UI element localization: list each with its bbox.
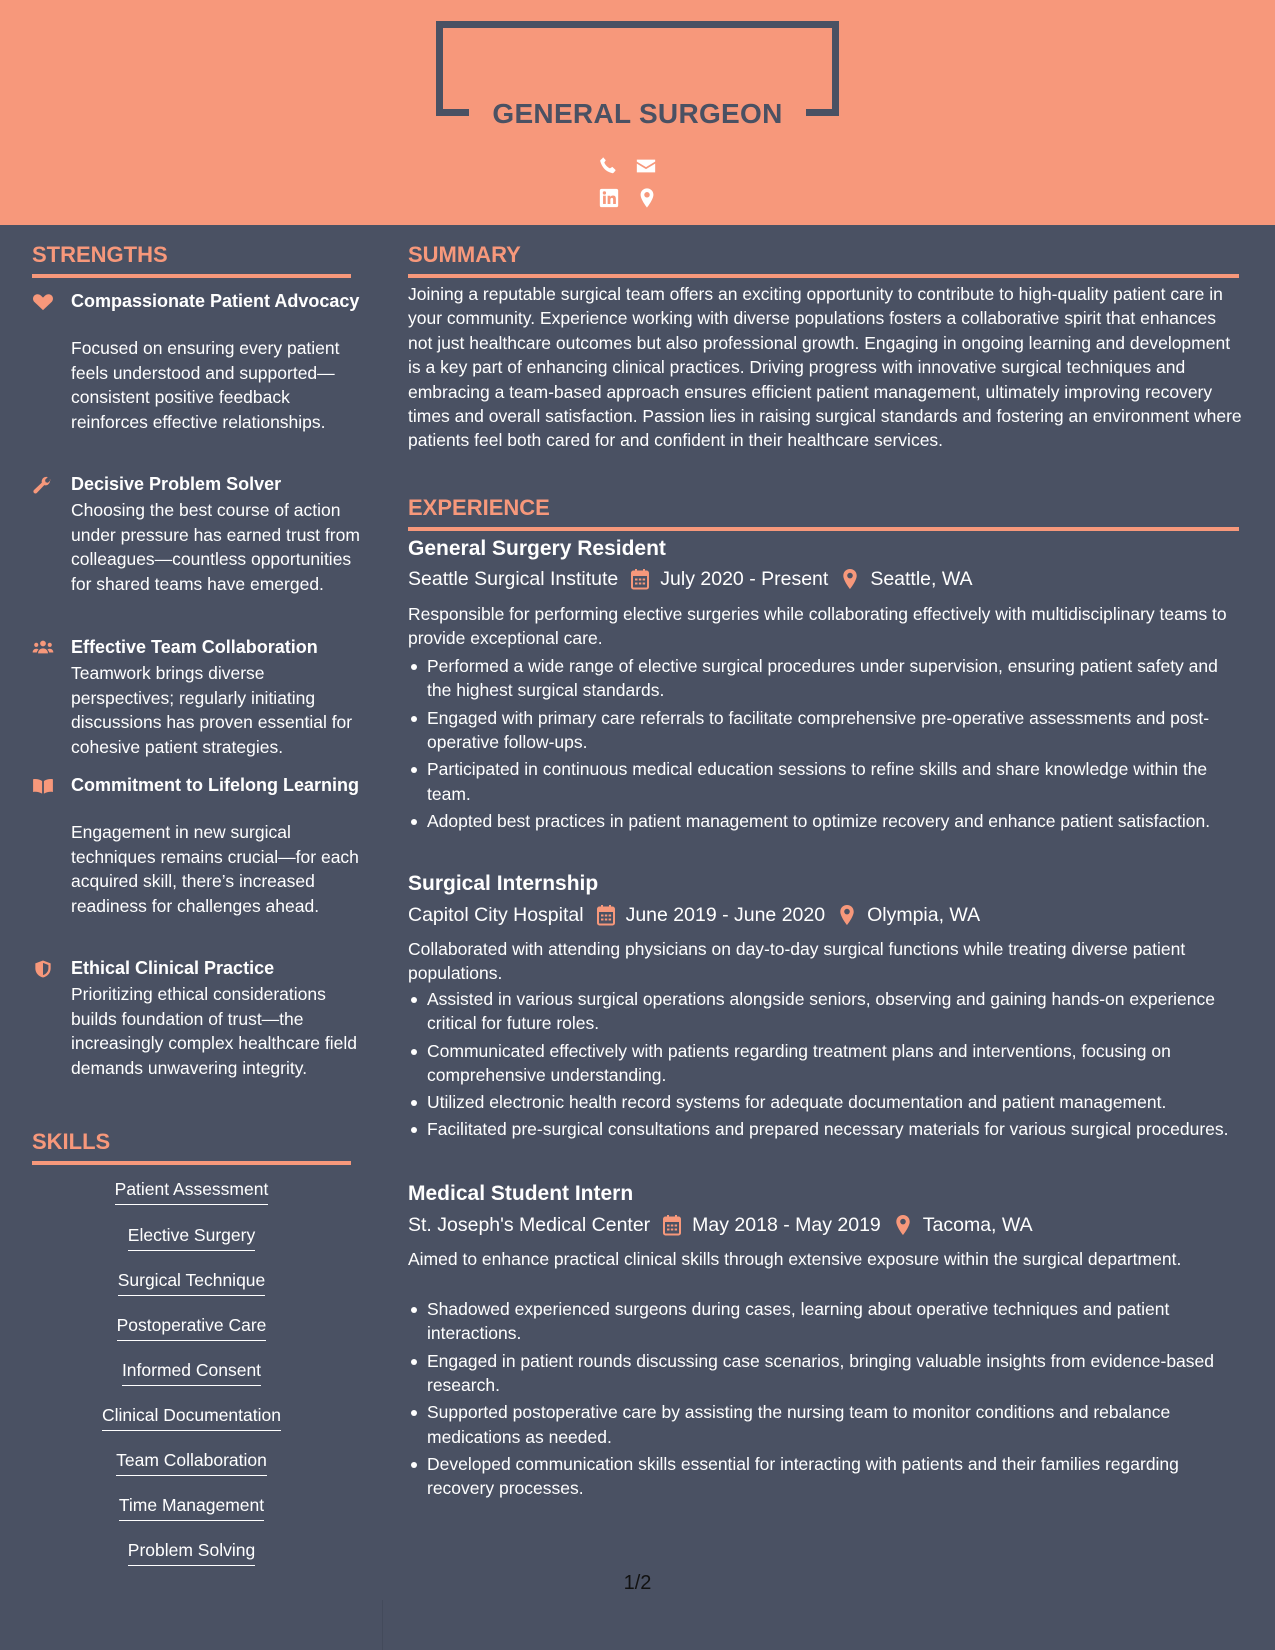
map-pin-icon [893, 1214, 913, 1236]
job-title: Surgical Internship [408, 872, 599, 895]
job-bullet-list [408, 987, 1243, 1145]
job-bullet: Shadowed experienced surgeons during cases, learning about operative techniques and patient interactions. [408, 1297, 1243, 1346]
strength-description: Choosing the best course of action under pressure has earned trust from colleagues—countless opportunities for shared teams have emerged. [71, 500, 360, 594]
calendar-icon [662, 1214, 682, 1236]
column-divider [382, 1600, 383, 1650]
experience-heading: EXPERIENCE [408, 495, 1239, 531]
job-description: Collaborated with attending physicians on day-to-day surgical functions while treating diverse patient populations. [408, 939, 1186, 984]
map-pin-icon [837, 904, 857, 926]
job-meta [408, 1212, 1033, 1238]
strengths-heading: STRENGTHS [32, 242, 351, 278]
job-bullet: Engaged in patient rounds discussing case scenarios, bringing valuable insights from evidence-based research. [408, 1349, 1243, 1398]
job-bullet: Assisted in various surgical operations alongside seniors, observing and gaining hands-on experience critical for future roles. [408, 987, 1243, 1036]
phone-icon[interactable] [597, 155, 619, 177]
job-bullet-list [408, 1297, 1243, 1503]
summary-heading: SUMMARY [408, 242, 1239, 278]
job-location: Tacoma, WA [922, 1214, 1033, 1236]
job-bullet: Adopted best practices in patient management to optimize recovery and enhance patient satisfaction. [408, 809, 1243, 833]
skill-tag: Elective Surgery [32, 1224, 351, 1251]
strength-title: Commitment to Lifelong Learning [71, 775, 359, 795]
skill-tag: Postoperative Care [32, 1314, 351, 1341]
linkedin-icon[interactable] [598, 187, 620, 209]
job-description: Responsible for performing elective surgeries while collaborating effectively with multidisciplinary teams to provide exceptional care. [408, 604, 1227, 649]
page-number: 1/2 [623, 1572, 652, 1594]
job-company: Capitol City Hospital [408, 904, 584, 926]
skill-tag: Patient Assessment [32, 1178, 351, 1205]
job-title: General Surgery Resident [408, 537, 666, 560]
job-dates: June 2019 - June 2020 [625, 904, 826, 926]
resume-header [0, 0, 1275, 225]
map-pin-icon[interactable] [636, 187, 658, 209]
job-meta [408, 566, 973, 592]
strength-description: Teamwork brings diverse perspectives; regularly initiating discussions has proven essential for cohesive patient strategies. [71, 663, 353, 757]
job-dates: May 2018 - May 2019 [692, 1214, 881, 1236]
strength-description: Focused on ensuring every patient feels understood and supported—consistent positive feedback reinforces effective relationships. [71, 338, 340, 432]
job-bullet: Performed a wide range of elective surgical procedures under supervision, ensuring patient safety and the highest surgical standards. [408, 654, 1243, 703]
book-icon [32, 777, 56, 797]
skill-tag: Surgical Technique [32, 1269, 351, 1296]
skills-heading: SKILLS [32, 1129, 351, 1165]
job-dates: July 2020 - Present [660, 568, 829, 590]
job-bullet: Participated in continuous medical education sessions to refine skills and share knowledge within the team. [408, 757, 1243, 806]
job-bullet: Utilized electronic health record systems for adequate documentation and patient management. [408, 1090, 1243, 1114]
skill-tag: Informed Consent [32, 1359, 351, 1386]
strength-description: Prioritizing ethical considerations builds foundation of trust—the increasingly complex healthcare field demands unwavering integrity. [71, 984, 357, 1078]
job-bullet: Facilitated pre-surgical consultations and prepared necessary materials for various surgical procedures. [408, 1117, 1243, 1141]
job-location: Olympia, WA [867, 904, 981, 926]
map-pin-icon [840, 568, 860, 590]
skill-tag: Clinical Documentation [32, 1404, 351, 1431]
job-bullet: Supported postoperative care by assisting the nursing team to monitor conditions and rebalance medications as needed. [408, 1400, 1243, 1449]
skill-tag: Time Management [32, 1494, 351, 1521]
strength-title: Effective Team Collaboration [71, 637, 318, 657]
job-company: St. Joseph's Medical Center [408, 1214, 651, 1236]
shield-icon [32, 960, 56, 980]
strength-title: Compassionate Patient Advocacy [71, 291, 360, 311]
job-meta [408, 902, 980, 928]
job-bullet: Communicated effectively with patients regarding treatment plans and interventions, focusing on comprehensive understanding. [408, 1039, 1243, 1088]
summary-text: Joining a reputable surgical team offers an exciting opportunity to contribute to high-quality patient care in your community. Experience working with diverse populations fosters a collaborative spirit that enhances not just healthcare outcomes but also professional growth. Engaging in ongoing learning and development is a key part of enhancing clinical practices. Driving progress with innovative surgical techniques and embracing a team-based approach ensures efficient patient management, ultimately improving recovery times and overall satisfaction. Passion lies in raising surgical standards and fostering an environment where patients feel both cared for and confident in their healthcare services. [408, 284, 1242, 451]
wrench-icon [32, 476, 56, 496]
envelope-icon[interactable] [635, 155, 657, 177]
job-bullet: Developed communication skills essential for interacting with patients and their families regarding recovery processes. [408, 1452, 1243, 1501]
skill-tag: Problem Solving [32, 1539, 351, 1566]
job-title: Medical Student Intern [408, 1182, 634, 1205]
candidate-title: GENERAL SURGEON [492, 98, 783, 129]
job-bullet: Engaged with primary care referrals to facilitate comprehensive pre-operative assessments and post-operative follow-ups. [408, 706, 1243, 755]
strength-title: Decisive Problem Solver [71, 474, 282, 494]
heart-icon [32, 293, 56, 313]
strength-description: Engagement in new surgical techniques remains crucial—for each acquired skill, there’s increased readiness for challenges ahead. [71, 822, 359, 916]
calendar-icon [596, 904, 616, 926]
users-icon [32, 639, 56, 659]
job-location: Seattle, WA [870, 568, 973, 590]
skill-tag: Team Collaboration [32, 1449, 351, 1476]
job-company: Seattle Surgical Institute [408, 568, 619, 590]
job-bullet-list [408, 654, 1243, 836]
calendar-icon [630, 568, 650, 590]
strength-title: Ethical Clinical Practice [71, 958, 275, 978]
job-description: Aimed to enhance practical clinical skills through extensive exposure within the surgical department. [408, 1249, 1182, 1269]
